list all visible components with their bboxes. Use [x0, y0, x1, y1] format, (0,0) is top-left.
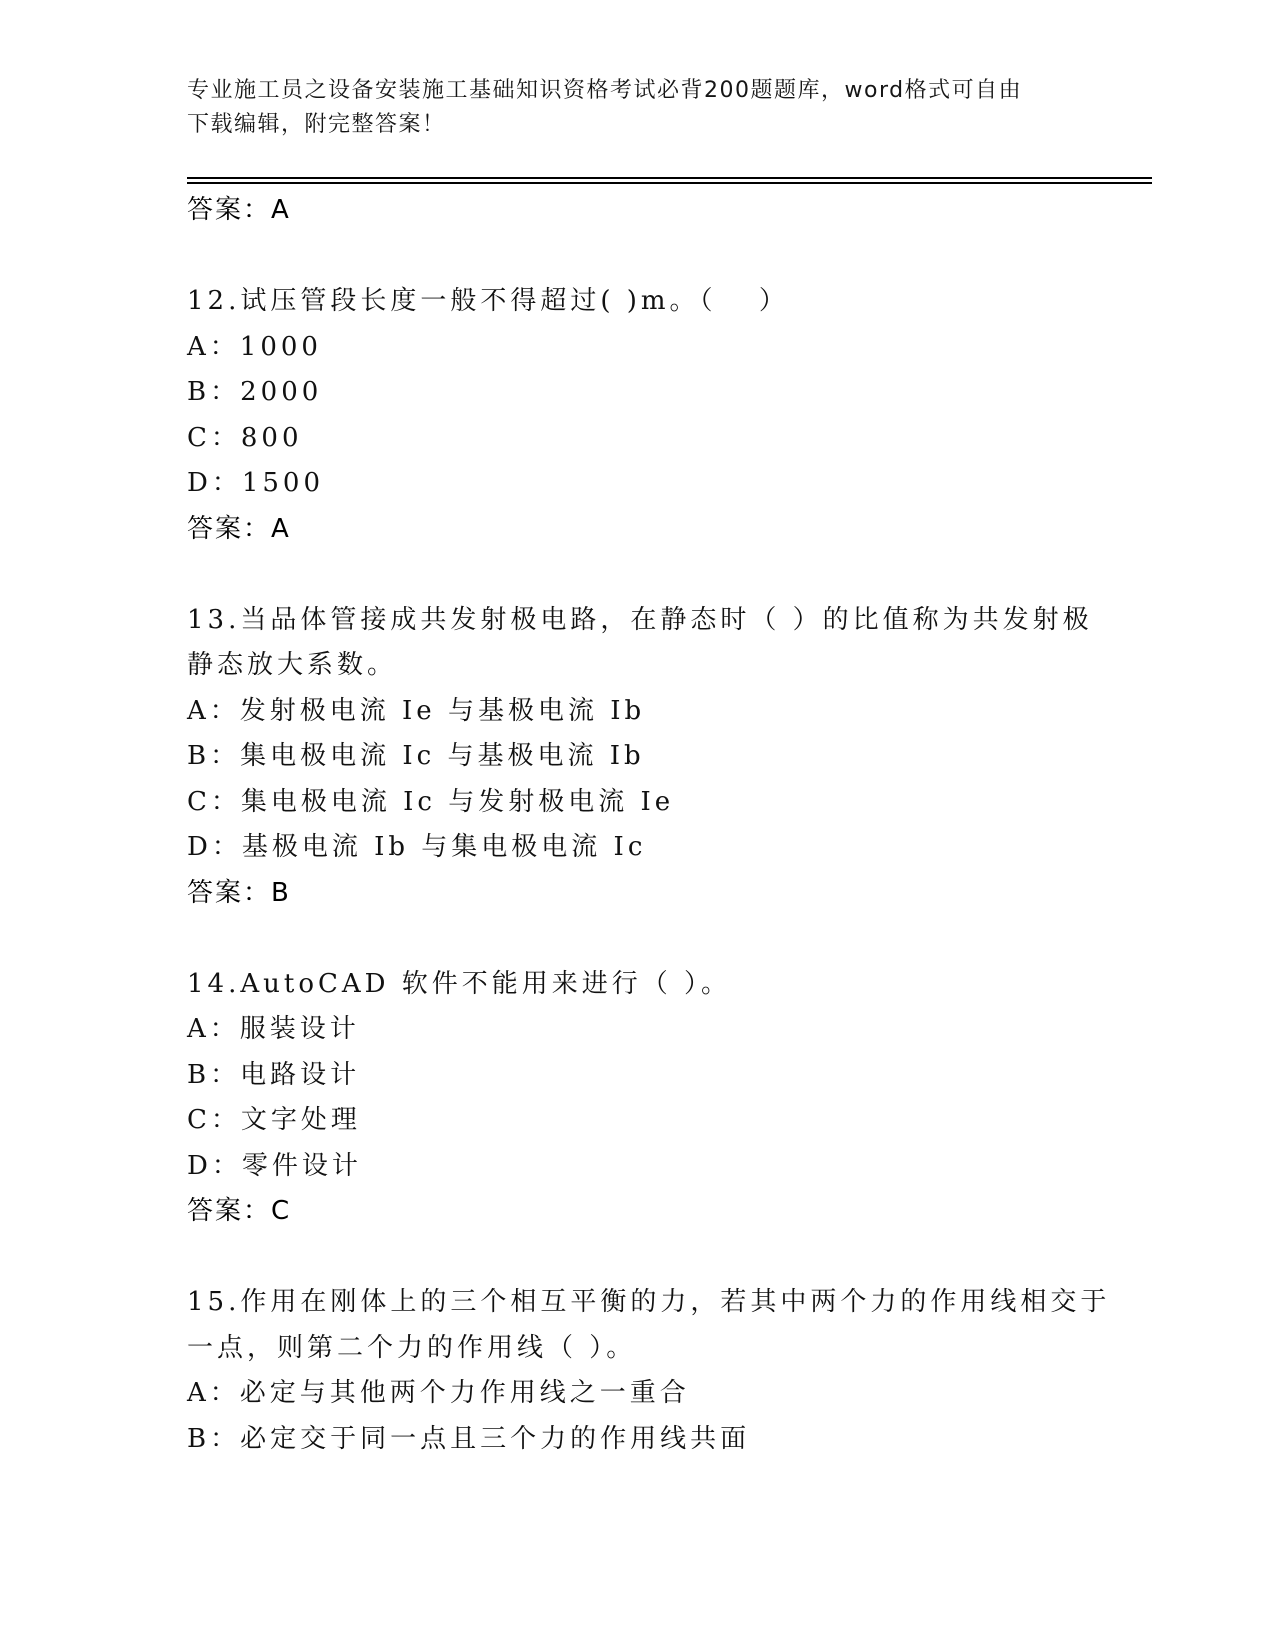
spacer	[187, 234, 1087, 280]
header-rule-bottom	[187, 182, 1152, 184]
option-a: A：服装设计	[187, 1014, 360, 1044]
document-header	[187, 74, 1087, 142]
option-d: D：基极电流 Ib 与集电极电流 Ic	[187, 832, 647, 862]
spacer	[187, 916, 1087, 962]
question-15	[187, 1280, 1111, 1462]
option-b: B：2000	[187, 377, 323, 407]
header-line-2: 下载编辑，附完整答案！	[187, 112, 446, 137]
question-14	[187, 962, 1087, 1235]
question-answer: 答案：B	[187, 877, 291, 908]
question-answer: 答案：C	[187, 1196, 292, 1226]
option-a: A：必定与其他两个力作用线之一重合	[187, 1378, 690, 1408]
document-body	[187, 188, 1111, 1462]
option-d: D：1500	[187, 468, 325, 498]
question-stem: 15.作用在刚体上的三个相互平衡的力，若其中两个力的作用线相交于	[187, 1287, 1111, 1317]
question-stem: 13.当品体管接成共发射极电路，在静态时（ ）的比值称为共发射极	[187, 604, 1093, 635]
option-c: C：集电极电流 Ic 与发射极电流 Ie	[187, 786, 675, 817]
header-line-1: 专业施工员之设备安装施工基础知识资格考试必背200题题库，word格式可自由	[187, 78, 1023, 103]
option-c: C：文字处理	[187, 1105, 361, 1135]
option-a: A：发射极电流 Ie 与基极电流 Ib	[187, 695, 646, 726]
spacer	[187, 1235, 1087, 1281]
question-stem: 14.AutoCAD 软件不能用来进行（ ）。	[187, 968, 732, 999]
option-b: B：必定交于同一点且三个力的作用线共面	[187, 1423, 751, 1454]
option-c: C：800	[187, 422, 303, 453]
spacer	[187, 552, 1087, 598]
question-stem-continued: 静态放大系数。	[187, 650, 398, 680]
option-a: A：1000	[187, 331, 322, 362]
question-stem-continued: 一点，则第二个力的作用线（ ）。	[187, 1332, 637, 1363]
question-13	[187, 598, 1093, 917]
previous-answer: 答案：A	[187, 195, 291, 225]
header-rule-top	[187, 177, 1152, 179]
option-d: D：零件设计	[187, 1150, 362, 1181]
option-b: B：集电极电流 Ic 与基极电流 Ib	[187, 741, 645, 771]
option-b: B：电路设计	[187, 1059, 361, 1090]
question-stem: 12.试压管段长度一般不得超过( )m。（ ）	[187, 286, 789, 316]
question-answer: 答案：A	[187, 513, 291, 544]
question-12	[187, 279, 1087, 552]
